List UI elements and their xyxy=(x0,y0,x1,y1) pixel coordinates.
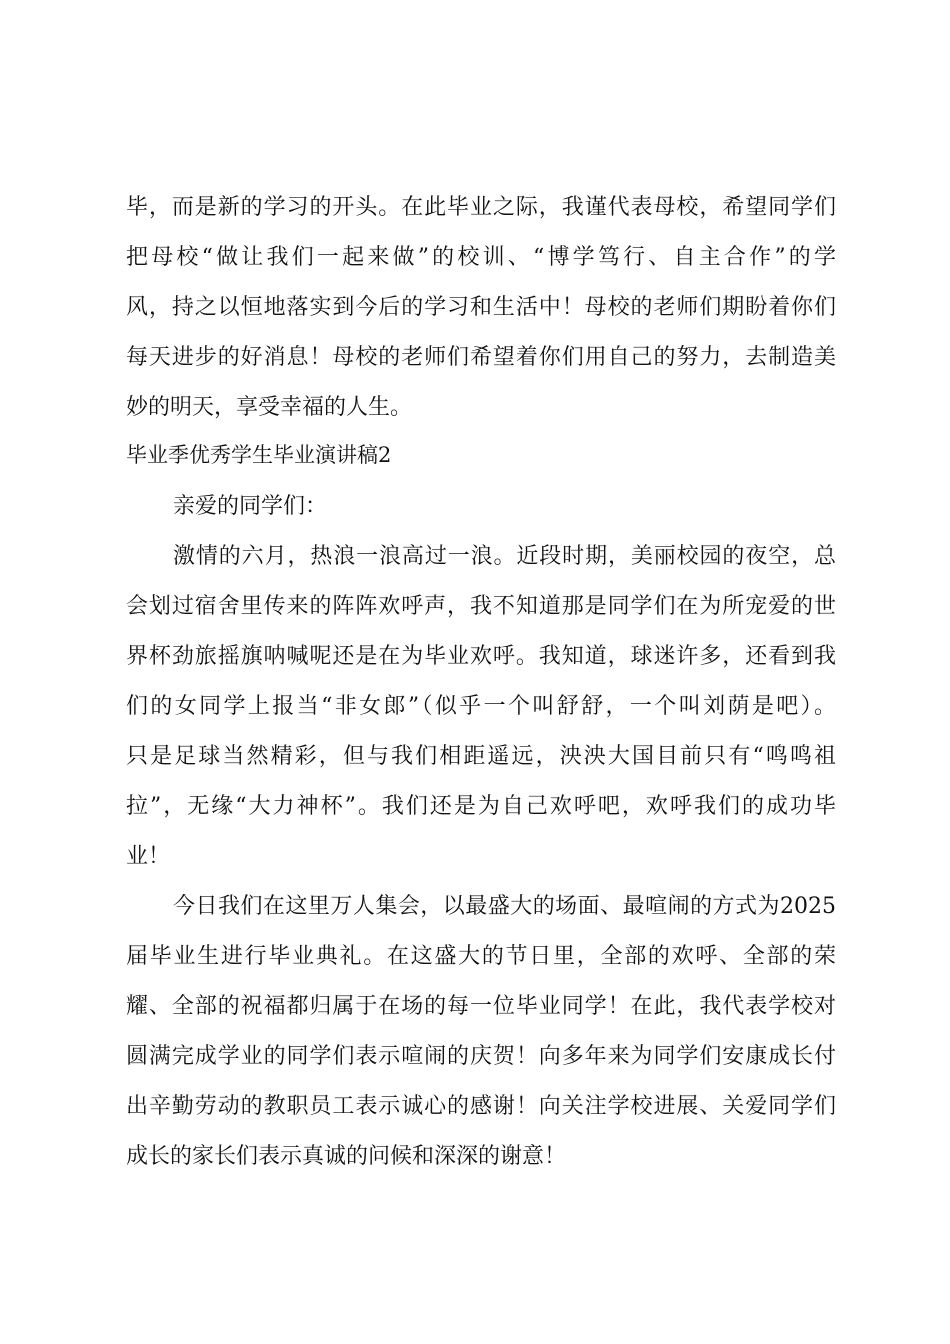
text-line: 拉”，无缘“大力神杯”。我们还是为自己欢呼吧，欢呼我们的成功毕 xyxy=(126,794,836,819)
text-line: 界杯劲旅摇旗呐喊呢还是在为毕业欢呼。我知道，球迷许多，还看到我 xyxy=(126,644,836,669)
text-line: 只是足球当然精彩，但与我们相距遥远，泱泱大国目前只有“鸣鸣祖 xyxy=(126,744,836,769)
text-line: 毕，而是新的学习的开头。在此毕业之际，我谨代表母校，希望同学们 xyxy=(126,195,836,220)
text-line: 成长的家长们表示真诚的问候和深深的谢意！ xyxy=(126,1144,567,1169)
text-line: 激情的六月，热浪一浪高过一浪。近段时期，美丽校园的夜空，总 xyxy=(173,544,836,569)
text-line: 业！ xyxy=(126,844,171,869)
text-line: 届毕业生进行毕业典礼。在这盛大的节日里，全部的欢呼、全部的荣 xyxy=(126,944,836,969)
text-line: 妙的明天，享受幸福的人生。 xyxy=(126,395,413,420)
text-line: 圆满完成学业的同学们表示喧闹的庆贺！向多年来为同学们安康成长付 xyxy=(126,1044,836,1069)
text-line: 出辛勤劳动的教职员工表示诚心的感谢！向关注学校进展、关爱同学们 xyxy=(126,1094,836,1119)
salutation: 亲爱的同学们： xyxy=(173,494,328,519)
section-heading: 毕业季优秀学生毕业演讲稿2 xyxy=(126,443,392,467)
text-line: 耀、全部的祝福都归属于在场的每一位毕业同学！在此，我代表学校对 xyxy=(126,994,836,1019)
text-line: 把母校“做让我们一起来做”的校训、“博学笃行、自主合作”的学 xyxy=(126,245,836,270)
text-line: 风，持之以恒地落实到今后的学习和生活中！母校的老师们期盼着你们 xyxy=(126,295,836,320)
text-line: 每天进步的好消息！母校的老师们希望着你们用自己的努力，去制造美 xyxy=(126,345,836,370)
text-line: 会划过宿舍里传来的阵阵欢呼声，我不知道那是同学们在为所宠爱的世 xyxy=(126,594,836,619)
text-line: 今日我们在这里万人集会，以最盛大的场面、最喧闹的方式为2025 xyxy=(173,894,836,919)
text-line: 们的女同学上报当“非女郎”（似乎一个叫舒舒，一个叫刘荫是吧）。 xyxy=(126,694,836,719)
